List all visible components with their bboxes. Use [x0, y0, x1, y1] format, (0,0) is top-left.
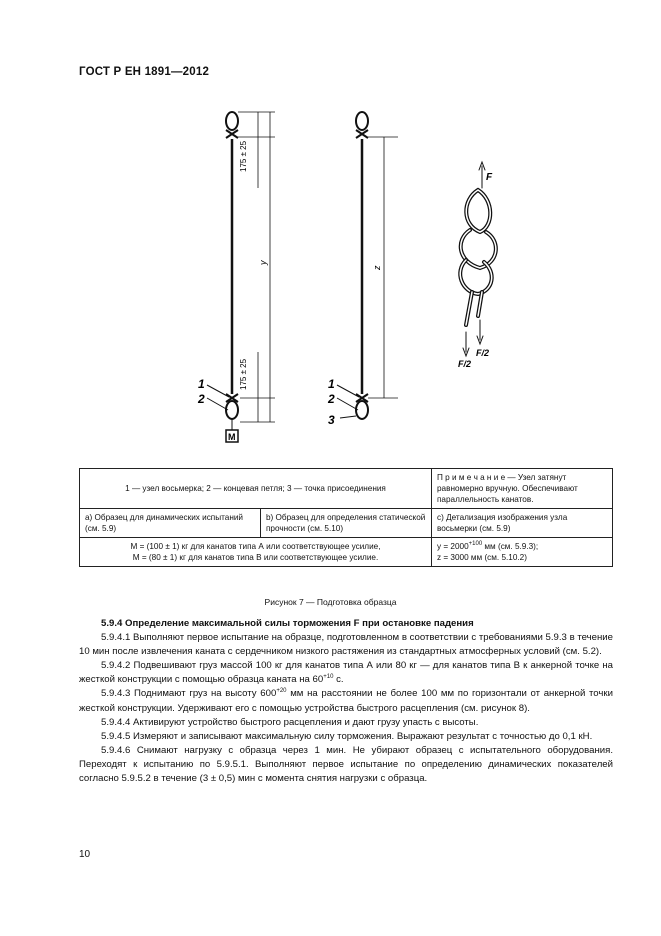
callout-leader-1b: [337, 385, 359, 397]
legend-mass-cell: [80, 538, 432, 567]
force-label-F2b: F/2: [458, 359, 472, 369]
legend-yz-cell: [432, 538, 613, 567]
legend-note-text: — Узел затянут равномерно вручную. Обеспечивают параллельность канатов.: [437, 473, 578, 505]
section-5-9-4: [79, 617, 613, 786]
callout-2b: 2: [328, 392, 335, 406]
legend-cell-c: c) Детализация изображения узла восьмерки (см. 5.9): [432, 509, 613, 538]
legend-cell-b: b) Образец для определения статической прочности (см. 5.10): [261, 509, 432, 538]
page-number: 10: [79, 849, 91, 860]
section-heading: 5.9.4 Определение максимальной силы торможения F при остановке падения: [101, 618, 474, 629]
legend-y-line: $y = 2000^{+100}$ мм (см. 5.9.3);: [437, 541, 539, 552]
force-label-F2a: F/2: [476, 348, 490, 358]
paragraph-5-9-4-2: 5.9.4.2 Подвешивают груз массой 100 кг для канатов типа А или 80 кг — для канатов типа В к анкерной точке на жесткой конструкции с помощью образца каната на $60^{+10}$ с.: [79, 660, 613, 686]
legend-row-keys: [80, 469, 613, 509]
legend-mass-line1: M = (100 ± 1) кг для канатов типа А или соответствующее усилие,: [130, 542, 381, 552]
callout-1a: 1: [198, 377, 205, 391]
document-header: ГОСТ Р ЕН 1891—2012: [79, 66, 210, 78]
knot-detail: [460, 162, 496, 356]
paragraph-5-9-4-6: 5.9.4.6 Снимают нагрузку с образца через 1 мин. Не убирают образец с испытательного оборудования. Переходят к испытанию по 5.9.5.1. Выполняют первое испытание по определению динамических показателей согласно 5.9.5.2 в течение (3 ± 0,5) мин с момента снятия нагрузки с образца.: [79, 744, 613, 785]
dim-label-top-a: 175 ± 25: [239, 140, 248, 172]
legend-z-line: z = 3000 мм (см. 5.10.2): [437, 553, 527, 563]
dim-label-y: y: [258, 260, 268, 265]
callout-1b: 1: [328, 377, 335, 391]
legend-cell-a: a) Образец для динамических испытаний (см. 5.9): [80, 509, 261, 538]
top-knot-b: [356, 130, 368, 138]
dim-label-z: z: [372, 265, 382, 270]
figure-caption: Рисунок 7 — Подготовка образца: [264, 597, 397, 607]
callout-leader-2a: [207, 398, 228, 410]
legend-mass-line2: M = (80 ± 1) кг для канатов типа В или соответствующее усилие.: [132, 553, 379, 563]
mass-label: M: [228, 432, 236, 442]
figure-legend-table: [79, 468, 613, 567]
paragraph-5-9-4-1: 5.9.4.1 Выполняют первое испытание на образце, подготовленном в соответствии с требованиями 5.9.3 в течение 10 мин после извлечения каната с сердечником низкого растяжения из стандартных атмосферных условий (см. 5.2).: [79, 632, 613, 658]
paragraph-5-9-4-3: 5.9.4.3 Поднимают груз на высоту $600^{+20}$ мм на расстоянии не более 100 мм по горизонтали от анкерной точки жесткой конструкции. Удерживают его с помощью устройства быстрого расцепления (см. рисунок 8).: [79, 688, 613, 714]
callout-3b: 3: [328, 413, 335, 427]
top-loop-a: [226, 112, 238, 130]
dim-label-bottom-a: 175 ± 25: [239, 358, 248, 390]
callout-2a: 2: [198, 392, 205, 406]
legend-note: [432, 469, 613, 509]
callout-leader-1a: [207, 385, 229, 397]
paragraph-5-9-4-5: 5.9.4.5 Измеряют и записывают максимальную силу торможения. Выражают результат с точностью до 0,1 кН.: [101, 730, 593, 742]
top-loop-b: [356, 112, 368, 130]
legend-row-values: [80, 538, 613, 567]
callout-leader-2b: [337, 398, 358, 410]
force-label-F: F: [486, 172, 493, 183]
top-knot-a: [226, 130, 238, 138]
sample-b: [337, 112, 398, 419]
callout-leader-3b: [340, 416, 356, 418]
paragraph-5-9-4-4: 5.9.4.4 Активируют устройство быстрого расцепления и дают грузу упасть с высоты.: [101, 716, 479, 728]
legend-note-label: П р и м е ч а н и е: [437, 473, 506, 482]
legend-keys: 1 — узел восьмерка; 2 — концевая петля; 3 — точка присоединения: [80, 469, 432, 509]
legend-row-captions: [80, 509, 613, 538]
